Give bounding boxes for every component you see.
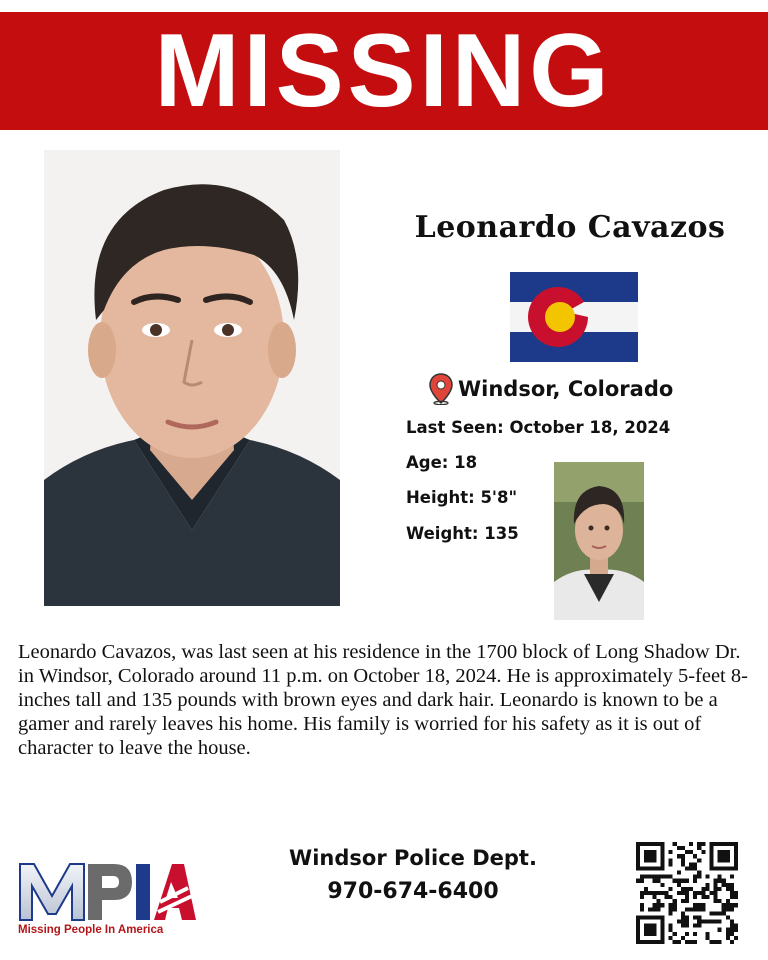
height: Height: 5'8" xyxy=(406,488,518,507)
phone-number[interactable]: 970-674-6400 xyxy=(327,879,499,904)
secondary-photo xyxy=(554,462,644,620)
mpia-logo-mark xyxy=(18,858,196,922)
age: Age: 18 xyxy=(406,453,478,472)
banner-title: MISSING xyxy=(155,13,613,129)
police-department: Windsor Police Dept. xyxy=(289,846,537,870)
person-name: Leonardo Cavazos xyxy=(414,210,726,245)
weight: Weight: 135 xyxy=(406,524,519,543)
map-pin-icon xyxy=(428,373,454,405)
main-portrait-photo xyxy=(44,150,340,606)
qr-code[interactable] xyxy=(636,842,738,944)
colorado-flag xyxy=(510,272,638,362)
location-line xyxy=(428,372,673,406)
contact-block xyxy=(250,842,576,908)
case-description: Leonardo Cavazos, was last seen at his residence in the 1700 block of Long Shadow Dr. in Windsor, Colorado around 11 p.m. on October 18, 2024. He is approximately 5-feet 8-inches tall and 135 pounds with brown eyes and dark hair. Leonardo is known to be a gamer and rarely leaves his home. His family is worried for his safety as it is out of character to leave the house. xyxy=(18,641,748,759)
missing-banner xyxy=(0,12,768,130)
location-text: Windsor, Colorado xyxy=(458,377,674,401)
mpia-logo xyxy=(18,858,196,942)
last-seen: Last Seen: October 18, 2024 xyxy=(406,418,671,437)
logo-caption: Missing People In America xyxy=(18,924,164,936)
